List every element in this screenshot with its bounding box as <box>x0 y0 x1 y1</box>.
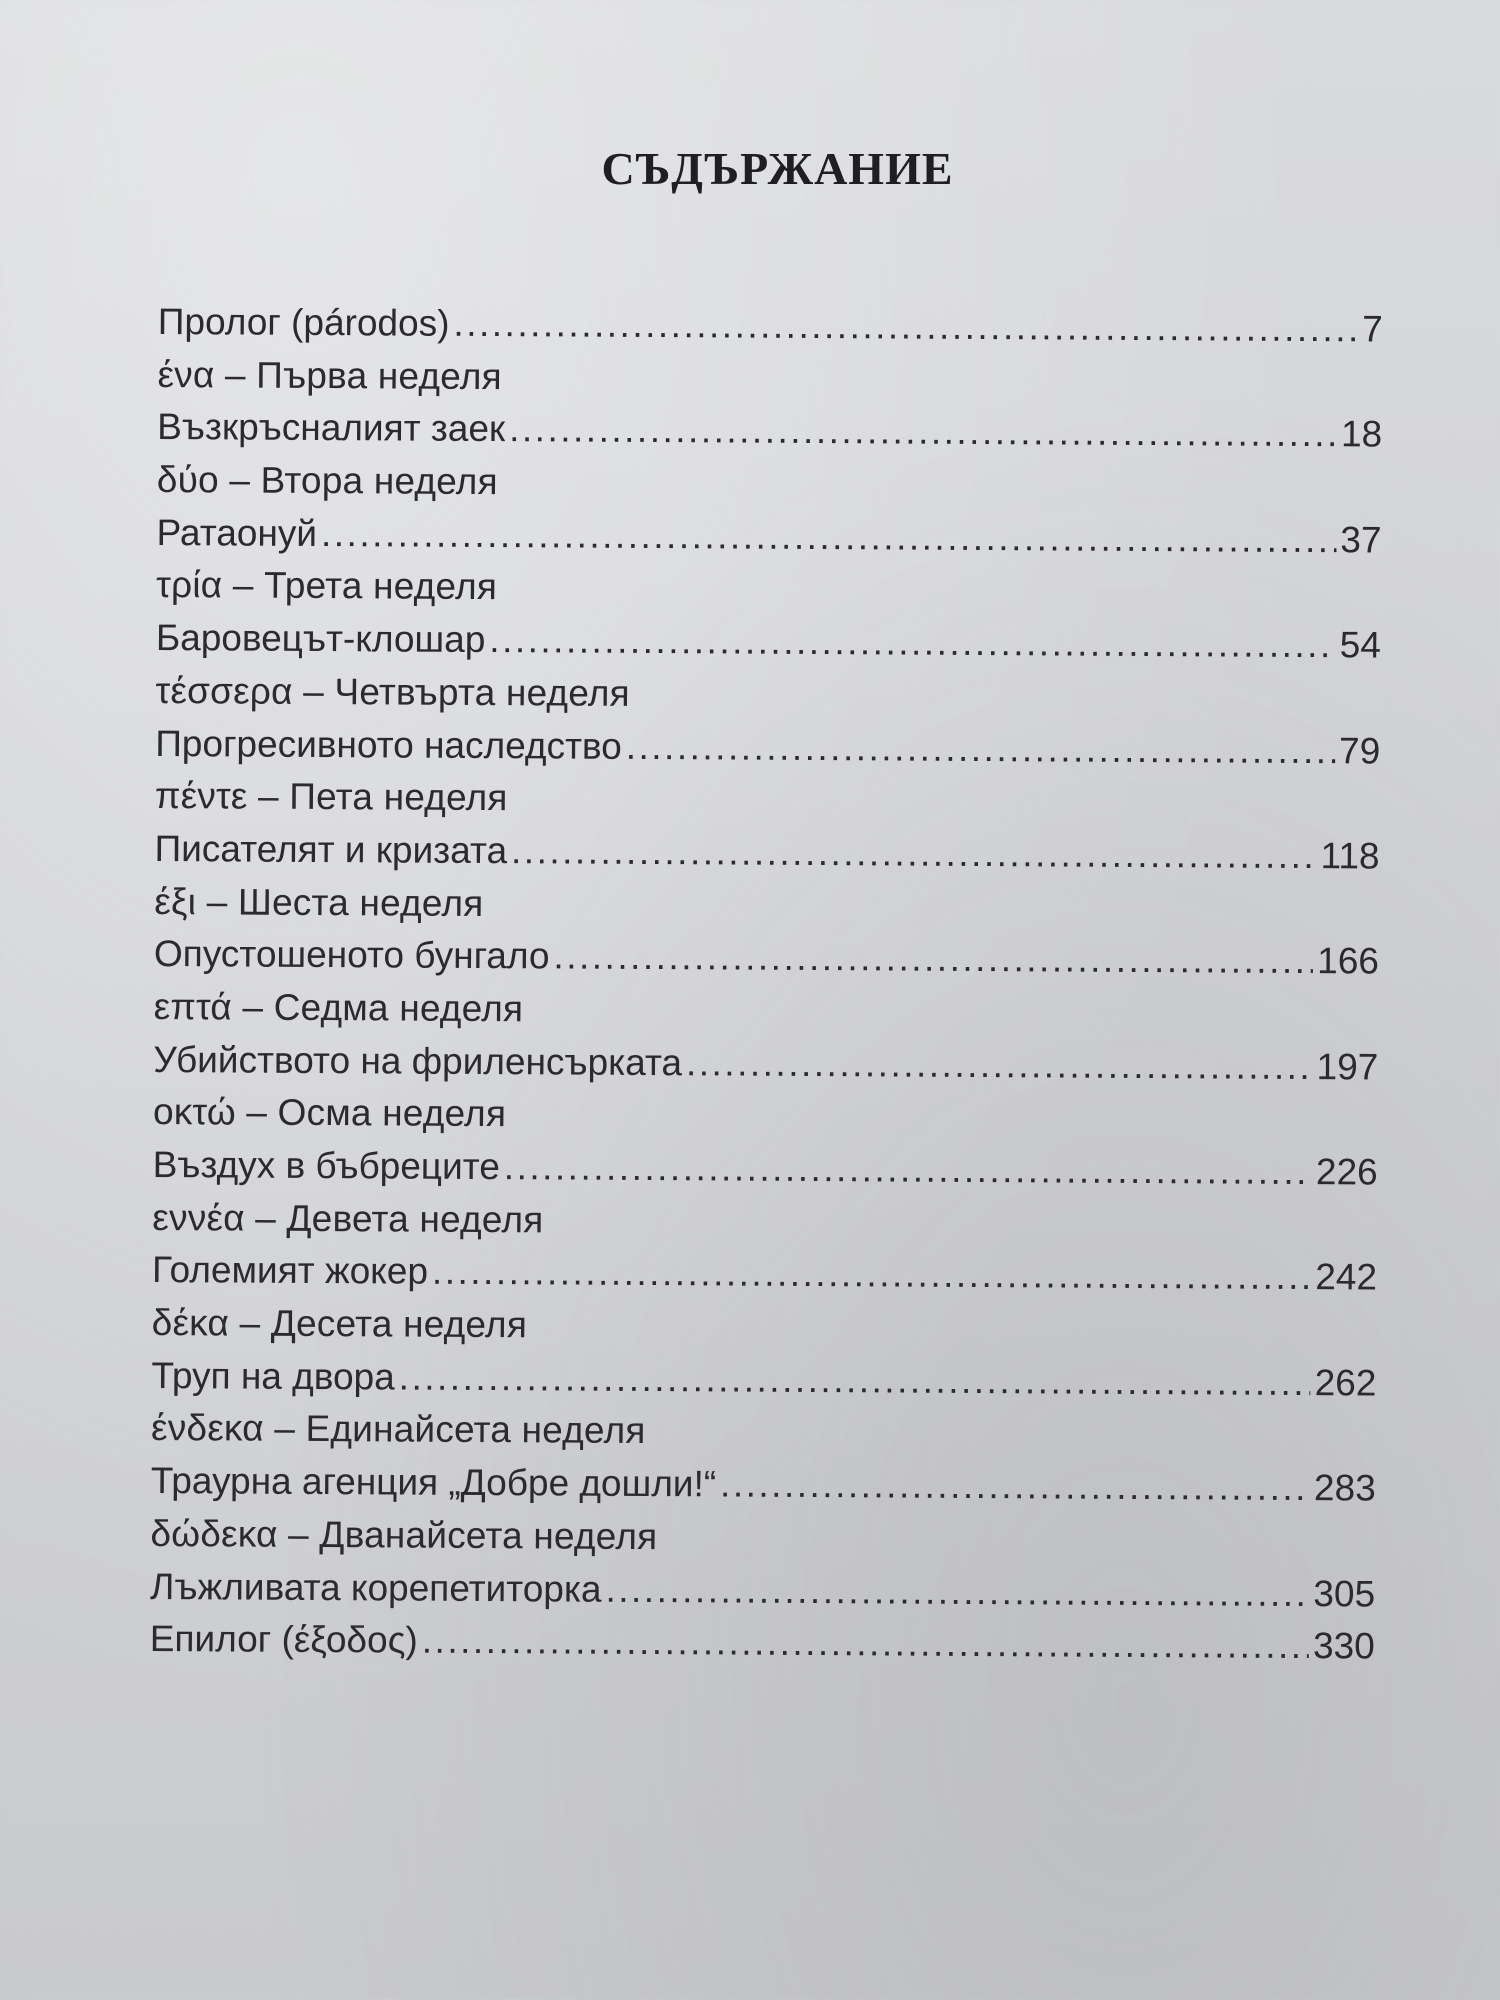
toc-section-heading <box>157 349 1382 409</box>
toc-entry-label: Възкръсналият заек <box>157 406 506 450</box>
toc-entry <box>156 612 1381 672</box>
toc-entry-label: Писателят и кризата <box>154 827 508 872</box>
toc-entry-page: 37 <box>1340 518 1382 561</box>
toc-section-label: πέντε – Пета неделя <box>154 775 508 819</box>
toc-section-heading <box>150 1508 1375 1568</box>
toc-entry-page: 18 <box>1340 413 1383 455</box>
toc-section-label: δύο – Втора неделя <box>156 459 498 503</box>
dot-leader <box>509 404 1337 462</box>
toc-entry <box>153 1139 1378 1199</box>
toc-entry <box>154 823 1379 883</box>
toc-section-heading <box>154 876 1379 936</box>
toc-section-heading <box>155 770 1380 830</box>
dot-leader <box>489 614 1336 672</box>
page-title: СЪДЪРЖАНИЕ <box>601 143 954 194</box>
toc-section-label: επτά – Седма неделя <box>153 985 524 1030</box>
toc-entry-page: 166 <box>1317 940 1380 982</box>
toc-entry-label: Лъжливата корепетиторка <box>149 1565 602 1610</box>
toc-entry-label: Убийството на фриленсърката <box>153 1038 683 1083</box>
toc-entry-label: Прогресивното наследство <box>155 722 622 767</box>
toc-entry-label: Траурна агенция „Добре дошли!“ <box>150 1460 717 1505</box>
toc-entry-page: 305 <box>1313 1572 1376 1614</box>
toc-entry-page: 79 <box>1338 729 1381 771</box>
dot-leader <box>511 825 1317 883</box>
toc-entry-page: 7 <box>1362 308 1383 350</box>
toc-entry <box>150 1613 1375 1673</box>
dot-leader <box>553 931 1313 988</box>
toc-entry-page: 330 <box>1312 1625 1375 1667</box>
toc-entry <box>153 1034 1378 1094</box>
toc-entry <box>150 1560 1375 1620</box>
toc-section-label: ένδεκα – Единайсета неделя <box>150 1407 646 1452</box>
toc-entry-page: 226 <box>1315 1151 1378 1193</box>
toc-section-heading <box>153 1086 1378 1146</box>
toc-section-label: δέκα – Десета неделя <box>151 1302 528 1346</box>
toc-section-label: δώδεκα – Дванайсета неделя <box>150 1512 658 1557</box>
toc-entry <box>151 1350 1376 1410</box>
toc-section-label: οκτώ – Осма неделя <box>152 1091 507 1135</box>
toc-entry-label: Опустошеното бунгало <box>153 933 550 977</box>
toc-section-heading <box>153 981 1378 1041</box>
dot-leader <box>432 1246 1312 1304</box>
toc-section-label: έξι – Шеста неделя <box>154 880 484 924</box>
table-of-contents <box>150 296 1383 1673</box>
dot-leader <box>605 1563 1309 1620</box>
dot-leader <box>626 720 1336 777</box>
toc-entry-label: Баровецът-клошар <box>155 617 486 661</box>
toc-entry-page: 118 <box>1320 834 1380 877</box>
toc-section-label: τέσσερα – Четвърта неделя <box>155 669 630 714</box>
toc-entry-label: Въздух в бъбреците <box>152 1143 500 1188</box>
toc-entry-label: Ратаонуй <box>156 511 318 554</box>
toc-section-label: ένα – Първа неделя <box>157 353 502 397</box>
toc-entry <box>157 401 1382 461</box>
dot-leader <box>686 1037 1313 1094</box>
dot-leader <box>399 1351 1311 1409</box>
toc-section-heading <box>157 454 1382 514</box>
toc-entry <box>156 507 1381 567</box>
toc-section-heading <box>155 665 1380 725</box>
toc-section-heading <box>152 1192 1377 1252</box>
toc-entry <box>158 296 1383 356</box>
toc-entry <box>154 928 1379 988</box>
toc-section-heading <box>151 1402 1376 1462</box>
toc-entry-label: Труп на двора <box>151 1354 395 1398</box>
toc-entry <box>152 1244 1377 1304</box>
toc-entry <box>151 1455 1376 1515</box>
toc-section-label: εννέα – Девета неделя <box>152 1196 544 1241</box>
dot-leader <box>321 508 1337 567</box>
dot-leader <box>453 298 1358 356</box>
toc-entry-page: 242 <box>1315 1256 1378 1298</box>
toc-entry-label: Пролог (párodos) <box>157 300 450 344</box>
toc-section-label: τρία – Трета неделя <box>156 564 498 608</box>
toc-entry-label: Големият жокер <box>151 1249 429 1293</box>
toc-entry-page: 262 <box>1314 1361 1377 1404</box>
toc-entry-label: Епилог (έξοδος) <box>149 1618 418 1661</box>
toc-entry-page: 283 <box>1313 1467 1376 1509</box>
toc-section-heading <box>152 1297 1377 1357</box>
toc-entry-page: 54 <box>1339 624 1382 666</box>
dot-leader <box>504 1141 1312 1199</box>
toc-entry-page: 197 <box>1316 1045 1379 1088</box>
dot-leader <box>422 1615 1310 1673</box>
dot-leader <box>720 1459 1310 1515</box>
toc-section-heading <box>156 559 1381 619</box>
toc-entry <box>155 717 1380 777</box>
